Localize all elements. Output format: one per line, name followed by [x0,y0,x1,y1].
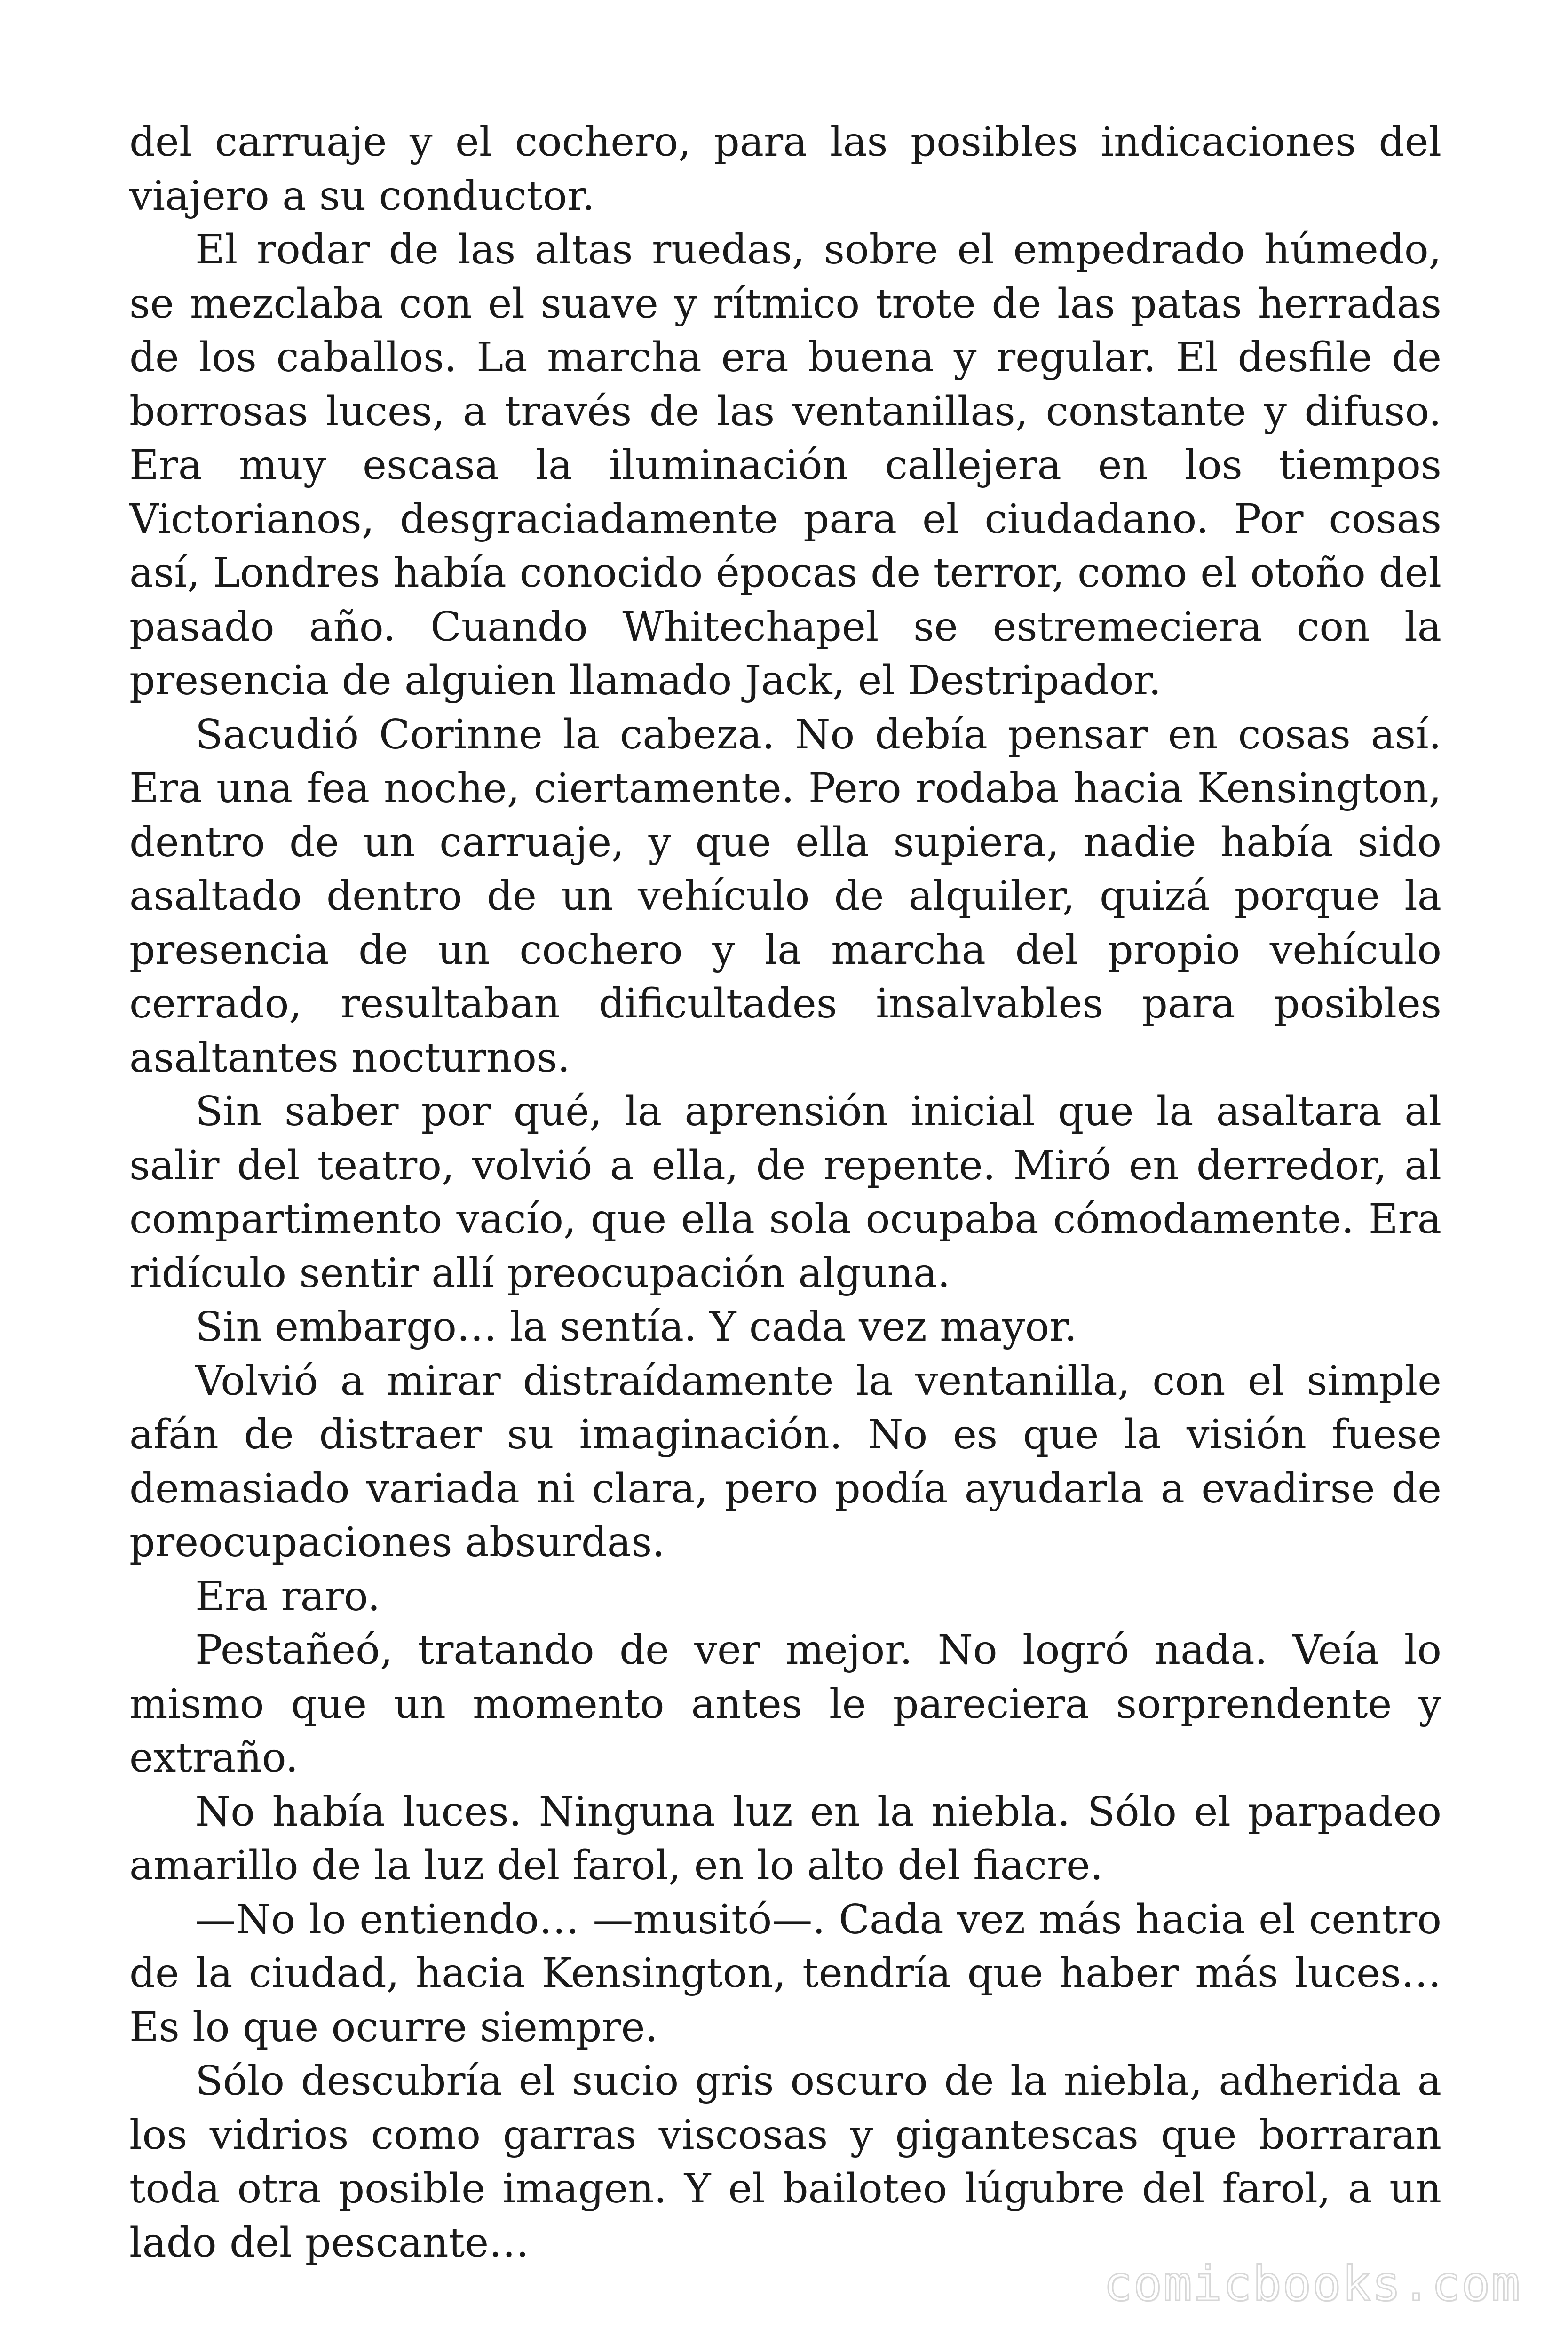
paragraph-3: Sacudió Corinne la cabeza. No debía pensar en cosas así. Era una fea noche, ciertamente. Pero rodaba hacia Kensington, dentro de un carruaje, y que ella supiera, nadie había sido asaltado dentro de un vehículo de alquiler, quizá porque la presencia de un cochero y la marcha del propio vehículo cerrado, resultaban dificultades insalvables para posibles asaltantes nocturnos. [129,711,1441,1081]
paragraph-10: —No lo entiendo… —musitó—. Cada vez más hacia el centro de la ciudad, hacia Kensington, tendría que haber más luces… Es lo que ocurre siempre. [129,1896,1441,2051]
paragraph-1: del carruaje y el cochero, para las posibles indicaciones del viajero a su conductor. [129,119,1441,220]
paragraph-11: Sólo descubría el sucio gris oscuro de la niebla, adherida a los vidrios como garras viscosas y gigantescas que borraran toda otra posible imagen. Y el bailoteo lúgubre del farol, a un lado del pescante… [129,2058,1441,2266]
paragraph-5: Sin embargo… la sentía. Y cada vez mayor. [195,1303,1077,1351]
site-watermark: comicbooks.com [1103,2256,1521,2312]
book-page-text [129,115,1441,2270]
paragraph-8: Pestañeó, tratando de ver mejor. No logró nada. Veía lo mismo que un momento antes le pareciera sorprendente y extraño. [129,1627,1441,1781]
paragraph-4: Sin saber por qué, la aprensión inicial que la asaltara al salir del teatro, volvió a ella, de repente. Miró en derredor, al compartimento vacío, que ella sola ocupaba cómodamente. Era ridículo sentir allí preocupación alguna. [129,1088,1441,1297]
paragraph-2: El rodar de las altas ruedas, sobre el empedrado húmedo, se mezclaba con el suave y rítmico trote de las patas herradas de los caballos. La marcha era buena y regular. El desfile de borrosas luces, a través de las ventanillas, constante y difuso. Era muy escasa la iluminación callejera en los tiempos Victorianos, desgraciadamente para el ciudadano. Por cosas así, Londres había conocido épocas de terror, como el otoño del pasado año. Cuando Whitechapel se estremeciera con la presencia de alguien llamado Jack, el Destripador. [129,226,1441,704]
paragraph-7: Era raro. [195,1573,380,1620]
paragraph-9: No había luces. Ninguna luz en la niebla. Sólo el parpadeo amarillo de la luz del farol, en lo alto del fiacre. [129,1788,1441,1889]
paragraph-6: Volvió a mirar distraídamente la ventanilla, con el simple afán de distraer su imaginación. No es que la visión fuese demasiado variada ni clara, pero podía ayudarla a evadirse de preocupaciones absurdas. [129,1357,1441,1566]
